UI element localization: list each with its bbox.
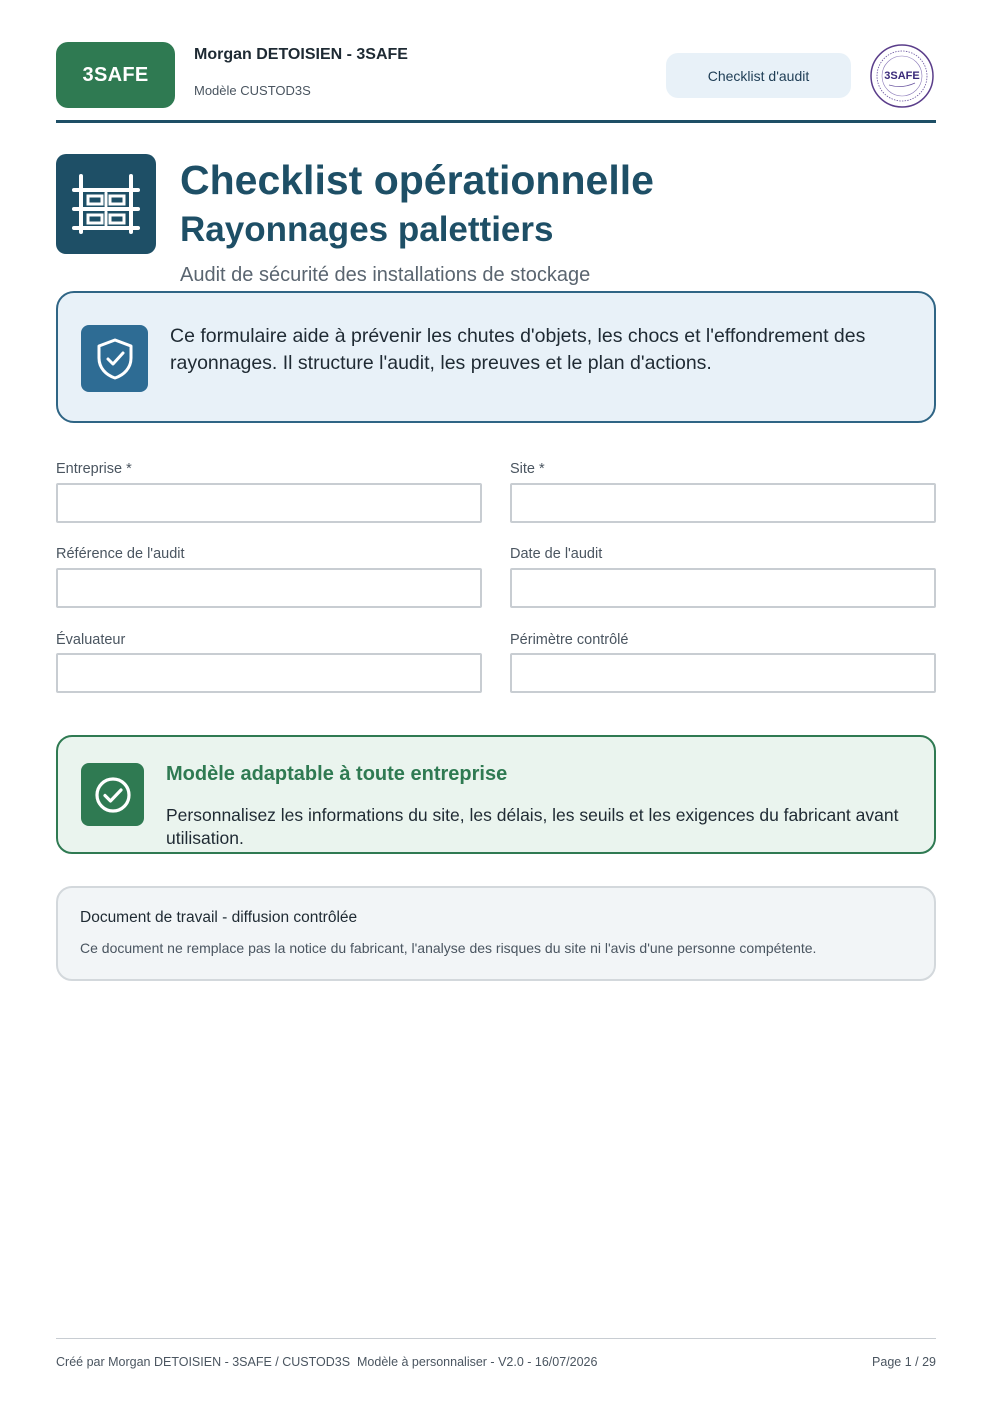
audit-date-field[interactable] [510,568,936,608]
document-type-tag: Checklist d'audit [666,53,851,98]
notice-title: Modèle adaptable à toute entreprise [166,763,508,785]
intro-text: Ce formulaire aide à prévenir les chutes d'objets, les chocs et l'effondrement des rayonnages. Il structure l'audit, les preuves et le plan d'actions. [170,325,866,374]
scope-field[interactable] [510,653,936,693]
field-label-evaluateur: Évaluateur [56,632,126,648]
field-label-entreprise: Entreprise * [56,461,132,477]
3safe-seal-icon [869,43,935,109]
check-circle-icon [81,763,144,826]
page-subtitle: Rayonnages palettiers [180,210,554,249]
evaluator-field[interactable] [56,653,482,693]
header-divider [56,120,936,123]
footer-divider [56,1338,936,1339]
adaptable-notice [56,735,936,854]
entreprise-field[interactable] [56,483,482,523]
field-label-date: Date de l'audit [510,546,603,562]
shield-check-icon [81,325,148,392]
svg-text:3SAFE: 3SAFE [884,70,920,82]
field-label-site: Site * [510,461,545,477]
footer-credits: Créé par Morgan DETOISIEN - 3SAFE / CUSTOD3S Modèle à personnaliser - V2.0 - 16/07/2026 [56,1355,598,1369]
page-title: Checklist opérationnelle [180,157,654,203]
field-label-perimetre: Périmètre contrôlé [510,632,629,648]
disclaimer-text: Ce document ne remplace pas la notice du fabricant, l'analyse des risques du site ni l'avis d'une personne compétente. [80,940,817,956]
page-number: Page 1 / 29 [872,1355,936,1369]
author-name: Morgan DETOISIEN - 3SAFE [194,46,408,63]
pallet-racking-icon [56,154,156,254]
site-field[interactable] [510,483,936,523]
disclaimer-title: Document de travail - diffusion contrôlée [80,909,358,926]
page-description: Audit de sécurité des installations de stockage [180,264,591,286]
field-label-reference: Référence de l'audit [56,546,185,562]
audit-reference-field[interactable] [56,568,482,608]
model-reference: Modèle CUSTOD3S [194,83,311,98]
intro-panel [56,291,936,423]
brand-logo: 3SAFE [56,42,175,108]
notice-text: Personnalisez les informations du site, les délais, les seuils et les exigences du fabricant avant utilisation. [166,805,899,848]
disclaimer-panel [56,886,936,981]
